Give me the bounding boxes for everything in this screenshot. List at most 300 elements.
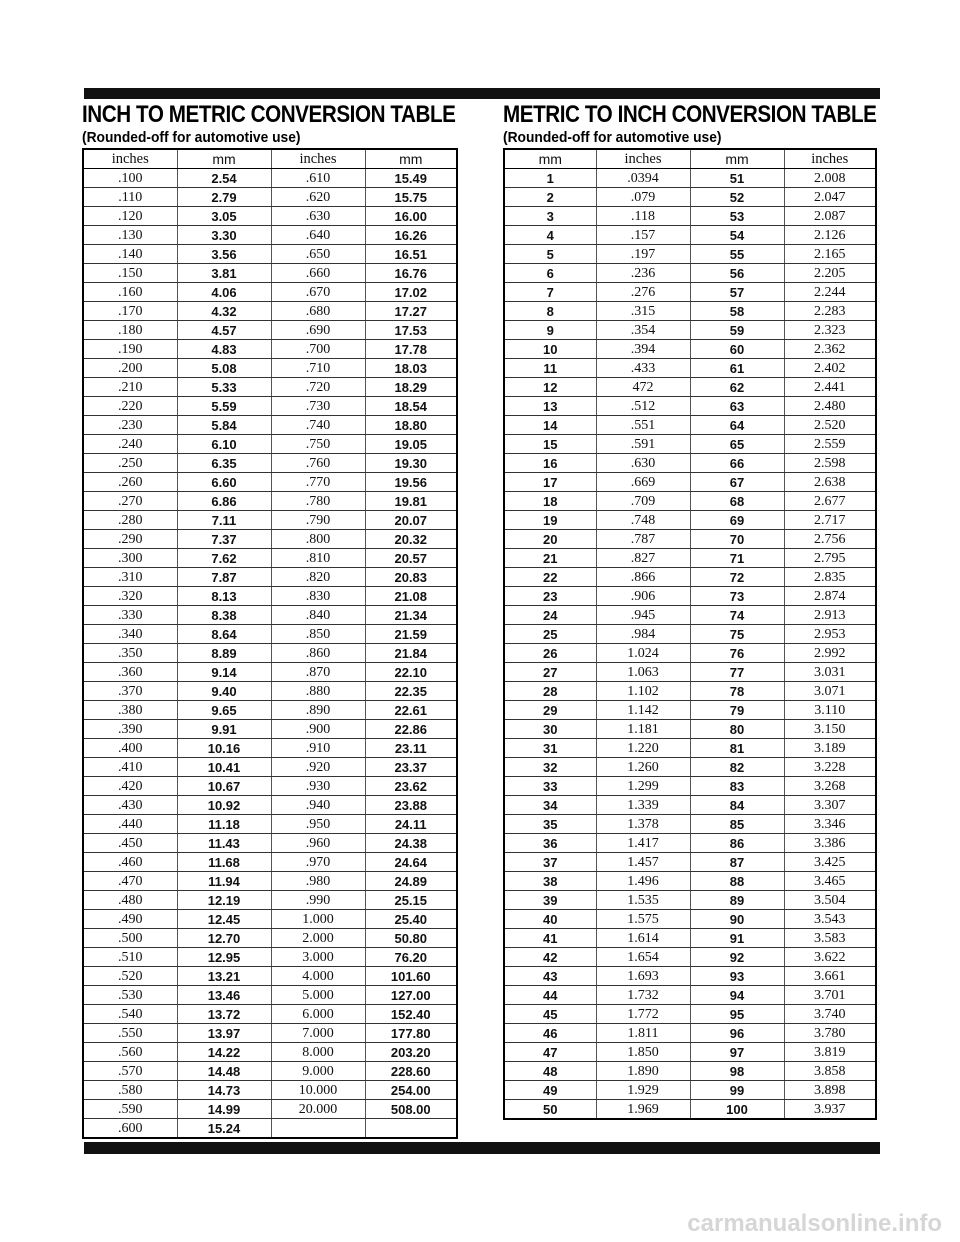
- table-row: [504, 720, 876, 739]
- table-row: [504, 226, 876, 245]
- table-cell: .660: [271, 264, 365, 283]
- table-cell: .380: [83, 701, 177, 720]
- table-cell: 39: [504, 891, 596, 910]
- table-cell: 50.80: [365, 929, 457, 948]
- table-cell: 70: [690, 530, 784, 549]
- table-cell: 95: [690, 1005, 784, 1024]
- table-cell: 2.008: [784, 169, 876, 188]
- metric-to-inch-section: [503, 102, 879, 1120]
- table-cell: 28: [504, 682, 596, 701]
- table-header-row: [504, 149, 876, 169]
- table-row: [504, 492, 876, 511]
- table-cell: 2.638: [784, 473, 876, 492]
- table-cell: 78: [690, 682, 784, 701]
- table-cell: 18.54: [365, 397, 457, 416]
- table-row: [83, 1024, 457, 1043]
- table-row: [504, 530, 876, 549]
- table-cell: 52: [690, 188, 784, 207]
- table-cell: .130: [83, 226, 177, 245]
- table-cell: 2.913: [784, 606, 876, 625]
- table-cell: 508.00: [365, 1100, 457, 1119]
- table-row: [504, 264, 876, 283]
- table-row: [504, 1005, 876, 1024]
- table-cell: 5.33: [177, 378, 271, 397]
- metric-to-inch-table: [503, 148, 877, 1120]
- inch-to-metric-section: [82, 102, 460, 1139]
- table-cell: 3.30: [177, 226, 271, 245]
- table-row: [83, 1043, 457, 1062]
- table-cell: 2: [504, 188, 596, 207]
- table-cell: .520: [83, 967, 177, 986]
- table-cell: .827: [596, 549, 690, 568]
- table-cell: 25.15: [365, 891, 457, 910]
- table-row: [504, 625, 876, 644]
- table-cell: 93: [690, 967, 784, 986]
- table-cell: 5.000: [271, 986, 365, 1005]
- table-cell: .370: [83, 682, 177, 701]
- table-cell: .560: [83, 1043, 177, 1062]
- table-cell: 3.81: [177, 264, 271, 283]
- table-row: [83, 834, 457, 853]
- table-cell: 16.26: [365, 226, 457, 245]
- table-cell: 66: [690, 454, 784, 473]
- table-cell: .440: [83, 815, 177, 834]
- table-cell: 2.756: [784, 530, 876, 549]
- table-cell: .670: [271, 283, 365, 302]
- table-cell: 79: [690, 701, 784, 720]
- table-cell: 21: [504, 549, 596, 568]
- table-cell: 24.11: [365, 815, 457, 834]
- table-cell: 98: [690, 1062, 784, 1081]
- table-row: [504, 1062, 876, 1081]
- table-row: [83, 948, 457, 967]
- table-cell: 17: [504, 473, 596, 492]
- table-row: [504, 872, 876, 891]
- table-cell: 152.40: [365, 1005, 457, 1024]
- metric-to-inch-title: METRIC TO INCH CONVERSION TABLE: [503, 101, 877, 128]
- table-cell: 19.05: [365, 435, 457, 454]
- table-cell: .910: [271, 739, 365, 758]
- table-cell: .470: [83, 872, 177, 891]
- watermark: carmanualsonline.info: [687, 1210, 942, 1237]
- table-row: [83, 359, 457, 378]
- table-cell: 76.20: [365, 948, 457, 967]
- table-cell: 1.417: [596, 834, 690, 853]
- table-cell: 32: [504, 758, 596, 777]
- table-cell: .990: [271, 891, 365, 910]
- table-cell: 10.16: [177, 739, 271, 758]
- table-row: [504, 359, 876, 378]
- table-cell: .460: [83, 853, 177, 872]
- table-cell: .100: [83, 169, 177, 188]
- table-cell: .180: [83, 321, 177, 340]
- table-cell: 9: [504, 321, 596, 340]
- table-cell: 91: [690, 929, 784, 948]
- table-cell: 2.795: [784, 549, 876, 568]
- table-cell: .170: [83, 302, 177, 321]
- table-cell: 23.88: [365, 796, 457, 815]
- table-cell: 47: [504, 1043, 596, 1062]
- table-row: [83, 226, 457, 245]
- table-cell: .550: [83, 1024, 177, 1043]
- top-rule: [84, 88, 880, 99]
- table-cell: 1.181: [596, 720, 690, 739]
- table-cell: 12.45: [177, 910, 271, 929]
- table-cell: 16: [504, 454, 596, 473]
- table-cell: 34: [504, 796, 596, 815]
- table-cell: .320: [83, 587, 177, 606]
- inch-to-metric-table: [82, 148, 458, 1139]
- table-cell: 31: [504, 739, 596, 758]
- table-cell: 1.850: [596, 1043, 690, 1062]
- metric-to-inch-subtitle: (Rounded-off for automotive use): [503, 129, 722, 146]
- table-cell: 3.740: [784, 1005, 876, 1024]
- table-cell: 2.047: [784, 188, 876, 207]
- table-cell: 72: [690, 568, 784, 587]
- table-row: [83, 758, 457, 777]
- table-row: [504, 1081, 876, 1100]
- table-cell: .580: [83, 1081, 177, 1100]
- table-cell: 2.598: [784, 454, 876, 473]
- table-cell: 1.496: [596, 872, 690, 891]
- table-cell: 18.03: [365, 359, 457, 378]
- table-cell: 6.35: [177, 454, 271, 473]
- table-cell: .340: [83, 625, 177, 644]
- table-cell: .984: [596, 625, 690, 644]
- table-cell: 9.91: [177, 720, 271, 739]
- table-row: [504, 777, 876, 796]
- table-cell: 3.031: [784, 663, 876, 682]
- table-cell: 2.54: [177, 169, 271, 188]
- table-cell: .650: [271, 245, 365, 264]
- table-cell: 1: [504, 169, 596, 188]
- table-cell: 6.10: [177, 435, 271, 454]
- table-row: [83, 416, 457, 435]
- table-cell: 5.59: [177, 397, 271, 416]
- table-cell: 1.811: [596, 1024, 690, 1043]
- table-cell: 65: [690, 435, 784, 454]
- table-cell: 101.60: [365, 967, 457, 986]
- table-row: [83, 549, 457, 568]
- table-cell: 13.72: [177, 1005, 271, 1024]
- table-cell: 11.43: [177, 834, 271, 853]
- table-cell: .512: [596, 397, 690, 416]
- table-cell: .906: [596, 587, 690, 606]
- table-cell: 7.62: [177, 549, 271, 568]
- table-cell: 2.323: [784, 321, 876, 340]
- table-cell: 7.000: [271, 1024, 365, 1043]
- table-cell: 46: [504, 1024, 596, 1043]
- table-cell: .870: [271, 663, 365, 682]
- table-cell: .866: [596, 568, 690, 587]
- table-cell: 67: [690, 473, 784, 492]
- table-cell: 82: [690, 758, 784, 777]
- table-row: [83, 701, 457, 720]
- table-row: [83, 967, 457, 986]
- table-cell: .276: [596, 283, 690, 302]
- table-cell: 15.24: [177, 1119, 271, 1139]
- table-row: [83, 910, 457, 929]
- table-cell: .390: [83, 720, 177, 739]
- table-row: [83, 245, 457, 264]
- col-header-inches: inches: [784, 149, 876, 169]
- table-cell: 4.32: [177, 302, 271, 321]
- table-cell: 203.20: [365, 1043, 457, 1062]
- table-row: [83, 1119, 457, 1139]
- table-cell: 15.75: [365, 188, 457, 207]
- inch-to-metric-subtitle: (Rounded-off for automotive use): [82, 129, 301, 146]
- table-cell: 3.898: [784, 1081, 876, 1100]
- table-cell: 1.299: [596, 777, 690, 796]
- table-row: [83, 872, 457, 891]
- table-cell: .350: [83, 644, 177, 663]
- table-cell: .480: [83, 891, 177, 910]
- table-cell: .630: [596, 454, 690, 473]
- table-cell: 1.063: [596, 663, 690, 682]
- table-cell: .570: [83, 1062, 177, 1081]
- table-cell: .240: [83, 435, 177, 454]
- col-header-mm: mm: [690, 149, 784, 169]
- table-cell: .430: [83, 796, 177, 815]
- table-cell: 8.89: [177, 644, 271, 663]
- table-cell: .830: [271, 587, 365, 606]
- table-cell: 2.874: [784, 587, 876, 606]
- table-row: [504, 454, 876, 473]
- table-cell: 2.362: [784, 340, 876, 359]
- table-cell: .450: [83, 834, 177, 853]
- table-cell: 10.92: [177, 796, 271, 815]
- table-cell: 3.780: [784, 1024, 876, 1043]
- table-row: [83, 511, 457, 530]
- table-cell: .500: [83, 929, 177, 948]
- table-cell: 8.38: [177, 606, 271, 625]
- table-cell: 1.000: [271, 910, 365, 929]
- table-cell: .669: [596, 473, 690, 492]
- table-row: [504, 511, 876, 530]
- table-cell: 19: [504, 511, 596, 530]
- table-cell: 50: [504, 1100, 596, 1120]
- table-cell: 35: [504, 815, 596, 834]
- table-row: [83, 340, 457, 359]
- table-row: [83, 283, 457, 302]
- table-cell: 3.425: [784, 853, 876, 872]
- table-cell: 53: [690, 207, 784, 226]
- table-row: [504, 568, 876, 587]
- table-cell: 25.40: [365, 910, 457, 929]
- table-cell: 9.65: [177, 701, 271, 720]
- table-cell: 24.89: [365, 872, 457, 891]
- table-cell: 69: [690, 511, 784, 530]
- table-cell: 14.73: [177, 1081, 271, 1100]
- table-cell: 90: [690, 910, 784, 929]
- table-cell: 21.59: [365, 625, 457, 644]
- table-cell: 40: [504, 910, 596, 929]
- table-cell: 20.000: [271, 1100, 365, 1119]
- table-cell: 10.41: [177, 758, 271, 777]
- table-cell: 3.228: [784, 758, 876, 777]
- table-cell: .720: [271, 378, 365, 397]
- table-row: [83, 1081, 457, 1100]
- table-cell: .748: [596, 511, 690, 530]
- table-row: [83, 568, 457, 587]
- table-cell: 1.575: [596, 910, 690, 929]
- table-row: [504, 207, 876, 226]
- table-row: [504, 549, 876, 568]
- table-cell: 18.80: [365, 416, 457, 435]
- col-header-mm: mm: [365, 149, 457, 169]
- table-cell: 12.19: [177, 891, 271, 910]
- table-cell: .420: [83, 777, 177, 796]
- table-cell: 2.165: [784, 245, 876, 264]
- table-cell: 17.02: [365, 283, 457, 302]
- table-cell: 21.08: [365, 587, 457, 606]
- table-row: [504, 416, 876, 435]
- table-row: [83, 207, 457, 226]
- table-cell: 13.46: [177, 986, 271, 1005]
- table-cell: 51: [690, 169, 784, 188]
- table-cell: .860: [271, 644, 365, 663]
- table-cell: 19.56: [365, 473, 457, 492]
- table-cell: .950: [271, 815, 365, 834]
- table-cell: .197: [596, 245, 690, 264]
- table-cell: .610: [271, 169, 365, 188]
- table-cell: 16.51: [365, 245, 457, 264]
- table-cell: 5: [504, 245, 596, 264]
- table-cell: .157: [596, 226, 690, 245]
- table-cell: 8.13: [177, 587, 271, 606]
- table-cell: 97: [690, 1043, 784, 1062]
- col-header-inches: inches: [83, 149, 177, 169]
- table-cell: 4.57: [177, 321, 271, 340]
- table-cell: 1.142: [596, 701, 690, 720]
- table-cell: 3: [504, 207, 596, 226]
- table-cell: 11.94: [177, 872, 271, 891]
- table-row: [504, 245, 876, 264]
- table-cell: 12: [504, 378, 596, 397]
- table-cell: .310: [83, 568, 177, 587]
- table-cell: 20.57: [365, 549, 457, 568]
- table-cell: 77: [690, 663, 784, 682]
- table-cell: 2.244: [784, 283, 876, 302]
- table-cell: 11: [504, 359, 596, 378]
- table-row: [504, 701, 876, 720]
- table-cell: 42: [504, 948, 596, 967]
- table-cell: .840: [271, 606, 365, 625]
- table-cell: 44: [504, 986, 596, 1005]
- table-cell: 16.76: [365, 264, 457, 283]
- table-cell: .120: [83, 207, 177, 226]
- table-cell: 228.60: [365, 1062, 457, 1081]
- table-row: [504, 948, 876, 967]
- table-cell: 14.99: [177, 1100, 271, 1119]
- table-cell: 24.64: [365, 853, 457, 872]
- table-cell: .800: [271, 530, 365, 549]
- table-cell: .930: [271, 777, 365, 796]
- table-cell: 22: [504, 568, 596, 587]
- table-cell: 20.07: [365, 511, 457, 530]
- table-cell: .760: [271, 454, 365, 473]
- table-cell: 2.480: [784, 397, 876, 416]
- table-cell: .220: [83, 397, 177, 416]
- table-cell: 14.48: [177, 1062, 271, 1081]
- table-cell: 7.37: [177, 530, 271, 549]
- table-row: [504, 1043, 876, 1062]
- table-row: [83, 929, 457, 948]
- table-cell: .680: [271, 302, 365, 321]
- table-cell: 20: [504, 530, 596, 549]
- table-cell: .850: [271, 625, 365, 644]
- table-cell: .980: [271, 872, 365, 891]
- table-row: [83, 891, 457, 910]
- table-cell: .510: [83, 948, 177, 967]
- table-cell: 1.102: [596, 682, 690, 701]
- table-cell: 59: [690, 321, 784, 340]
- table-cell: 3.05: [177, 207, 271, 226]
- table-cell: 14: [504, 416, 596, 435]
- table-cell: 64: [690, 416, 784, 435]
- table-cell: 100: [690, 1100, 784, 1120]
- table-cell: .260: [83, 473, 177, 492]
- table-cell: 22.86: [365, 720, 457, 739]
- table-row: [83, 777, 457, 796]
- table-cell: 1.890: [596, 1062, 690, 1081]
- table-cell: 2.992: [784, 644, 876, 663]
- col-header-inches: inches: [271, 149, 365, 169]
- table-header-row: [83, 149, 457, 169]
- table-cell: 4.06: [177, 283, 271, 302]
- table-cell: 3.701: [784, 986, 876, 1005]
- table-cell: 81: [690, 739, 784, 758]
- table-cell: 11.68: [177, 853, 271, 872]
- table-cell: 1.535: [596, 891, 690, 910]
- table-cell: 2.283: [784, 302, 876, 321]
- table-cell: 1.378: [596, 815, 690, 834]
- table-cell: .110: [83, 188, 177, 207]
- table-cell: 3.071: [784, 682, 876, 701]
- table-cell: 2.205: [784, 264, 876, 283]
- table-cell: 73: [690, 587, 784, 606]
- table-cell: .960: [271, 834, 365, 853]
- table-cell: 2.520: [784, 416, 876, 435]
- table-row: [83, 321, 457, 340]
- table-cell: .945: [596, 606, 690, 625]
- table-cell: 21.34: [365, 606, 457, 625]
- table-cell: .118: [596, 207, 690, 226]
- table-cell: 17.53: [365, 321, 457, 340]
- table-cell: [365, 1119, 457, 1139]
- table-cell: 37: [504, 853, 596, 872]
- table-cell: 62: [690, 378, 784, 397]
- table-cell: 18.29: [365, 378, 457, 397]
- table-cell: .530: [83, 986, 177, 1005]
- table-row: [504, 644, 876, 663]
- table-cell: 17.78: [365, 340, 457, 359]
- table-cell: 3.189: [784, 739, 876, 758]
- table-cell: 7: [504, 283, 596, 302]
- table-cell: 84: [690, 796, 784, 815]
- table-cell: 24.38: [365, 834, 457, 853]
- table-row: [504, 663, 876, 682]
- table-cell: .590: [83, 1100, 177, 1119]
- table-row: [83, 492, 457, 511]
- table-cell: 1.339: [596, 796, 690, 815]
- table-cell: .970: [271, 853, 365, 872]
- table-cell: 12.70: [177, 929, 271, 948]
- table-row: [83, 644, 457, 663]
- table-cell: 254.00: [365, 1081, 457, 1100]
- table-cell: 177.80: [365, 1024, 457, 1043]
- table-cell: 2.677: [784, 492, 876, 511]
